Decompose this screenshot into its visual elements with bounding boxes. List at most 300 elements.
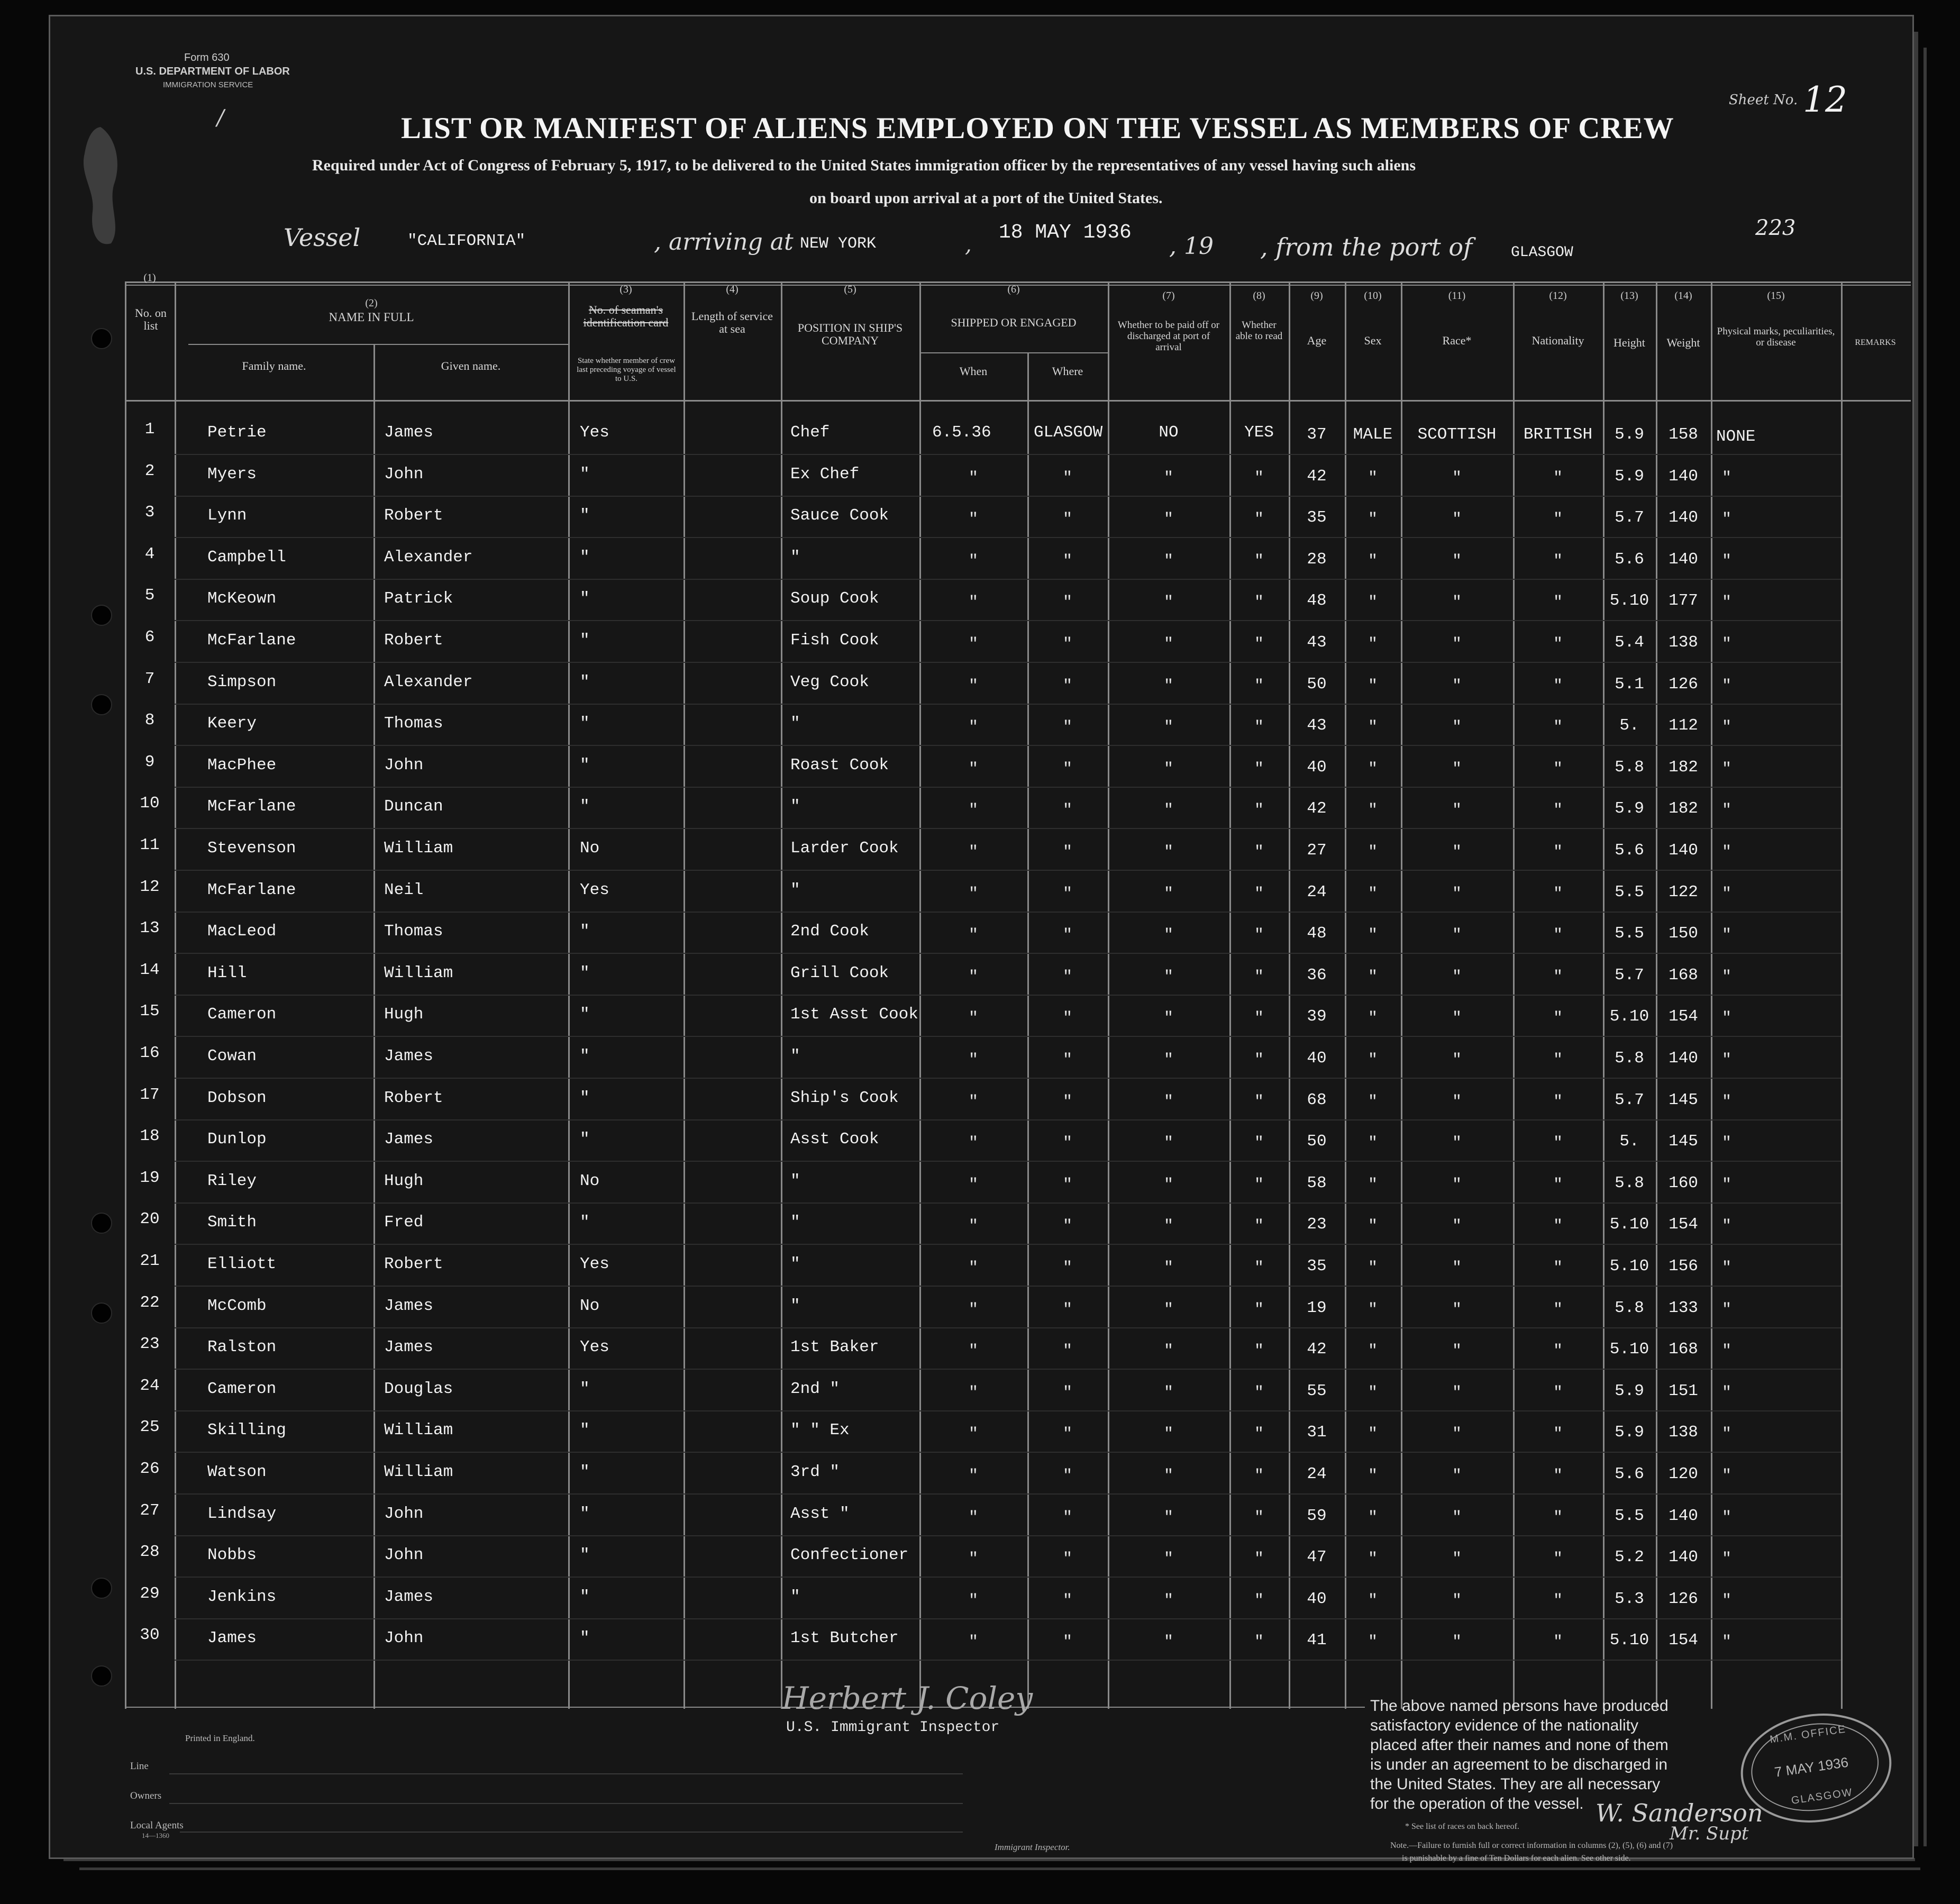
position-cell: Ex Chef (790, 465, 860, 484)
paid-off-ditto: " (1163, 552, 1173, 570)
header-when: When (959, 365, 988, 378)
row-rule (175, 745, 1841, 746)
footer-note-1: Note.—Failure to furnish full or correct information in columns (2), (5), (6) and (7) (1390, 1841, 1673, 1850)
age-cell: 42 (1307, 799, 1327, 818)
physical-marks-ditto: " (1721, 635, 1731, 653)
shipped-where-ditto: " (1062, 1259, 1072, 1277)
sex-ditto: " (1368, 1592, 1378, 1610)
service-label: IMMIGRATION SERVICE (163, 80, 253, 89)
shipped-when-ditto: " (968, 594, 978, 612)
row-number: 27 (140, 1501, 160, 1520)
weight-cell: 140 (1669, 550, 1698, 569)
weight-cell: 158 (1669, 425, 1698, 444)
physical-marks-ditto: " (1721, 1509, 1731, 1527)
paid-off-ditto: " (1163, 511, 1173, 529)
able-to-read-ditto: " (1254, 1384, 1264, 1402)
sex-ditto: " (1368, 1384, 1378, 1402)
nationality-ditto: " (1553, 1009, 1563, 1027)
position-cell: Chef (790, 423, 830, 442)
footer-note-2: is punishable by a fine of Ten Dollars for each alien. See other side. (1402, 1854, 1631, 1863)
physical-marks-ditto: " (1721, 1384, 1731, 1402)
paid-off-ditto: " (1163, 1093, 1173, 1111)
age-cell: 37 (1307, 425, 1327, 444)
paid-off-ditto: " (1163, 718, 1173, 736)
given-name-cell: James (384, 423, 434, 442)
position-cell: 1st Baker (790, 1338, 879, 1356)
shipped-when-ditto: " (968, 760, 978, 778)
row-number: 29 (140, 1584, 160, 1603)
age-cell: 27 (1307, 841, 1327, 860)
physical-marks-cell: NONE (1716, 427, 1756, 446)
shipped-where-ditto: " (1062, 1633, 1072, 1651)
given-name-cell: John (384, 1546, 424, 1564)
age-cell: 35 (1307, 1257, 1327, 1276)
age-cell: 48 (1307, 924, 1327, 943)
given-name-cell: James (384, 1338, 434, 1356)
row-rule (175, 912, 1841, 913)
position-cell: " (790, 797, 800, 816)
physical-marks-ditto: " (1721, 552, 1731, 570)
able-to-read-ditto: " (1254, 1301, 1264, 1319)
height-cell: 5.3 (1615, 1590, 1644, 1608)
shipped-when-ditto: " (968, 885, 978, 903)
able-to-read-ditto: " (1254, 1217, 1264, 1235)
punch-hole (91, 1578, 112, 1599)
weight-cell: 140 (1669, 508, 1698, 527)
row-rule (175, 1327, 1841, 1328)
race-ditto: " (1452, 1384, 1462, 1402)
position-cell: Confectioner (790, 1546, 909, 1564)
weight-cell: 154 (1669, 1631, 1698, 1650)
nationality-ditto: " (1553, 1093, 1563, 1111)
row-rule (175, 995, 1841, 996)
physical-marks-ditto: " (1721, 968, 1731, 986)
race-ditto: " (1452, 1301, 1462, 1319)
col-num: (2) (365, 297, 378, 309)
row-number: 6 (144, 628, 155, 646)
race-ditto: " (1452, 885, 1462, 903)
able-to-read-ditto: " (1254, 469, 1264, 487)
previous-voyage-cell: " (580, 1546, 590, 1564)
given-name-cell: William (384, 1463, 453, 1481)
previous-voyage-cell: " (580, 1005, 590, 1024)
paid-off-ditto: " (1163, 760, 1173, 778)
nationality-ditto: " (1553, 885, 1563, 903)
family-name-cell: McComb (207, 1297, 267, 1315)
paid-off-cell: NO (1159, 423, 1179, 442)
header-where: Where (1052, 365, 1083, 378)
family-name-cell: Simpson (207, 673, 277, 691)
shipped-when-ditto: " (968, 1093, 978, 1111)
header-race: Race* (1442, 334, 1472, 347)
nationality-ditto: " (1553, 1467, 1563, 1485)
certification-line: is under an agreement to be discharged in (1370, 1756, 1668, 1773)
height-cell: 5.5 (1615, 883, 1644, 901)
family-name-cell: Ralston (207, 1338, 277, 1356)
row-number: 4 (144, 545, 155, 563)
previous-voyage-cell: Yes (580, 423, 609, 442)
shipped-when-ditto: " (968, 469, 978, 487)
row-number: 2 (144, 462, 155, 480)
shipped-where-ditto: " (1062, 1592, 1072, 1610)
arrival-port: NEW YORK (800, 235, 877, 253)
sex-ditto: " (1368, 594, 1378, 612)
header-no-on-list: No. on list (135, 306, 167, 332)
certification-line: satisfactory evidence of the nationality (1370, 1717, 1638, 1734)
height-cell: 5.7 (1615, 1091, 1644, 1109)
height-cell: 5.7 (1615, 508, 1644, 527)
physical-marks-ditto: " (1721, 1342, 1731, 1360)
row-rule (175, 1618, 1841, 1619)
shipped-where-ditto: " (1062, 760, 1072, 778)
footer-rule (180, 1832, 963, 1833)
master-signature: W. Sanderson (1596, 1799, 1763, 1827)
nationality-ditto: " (1553, 1176, 1563, 1194)
shipped-when-ditto: " (968, 635, 978, 653)
previous-voyage-cell: Yes (580, 881, 609, 899)
sex-ditto: " (1368, 926, 1378, 944)
row-rule (175, 1577, 1841, 1578)
race-ditto: " (1452, 635, 1462, 653)
col-line (1841, 281, 1843, 1709)
nationality-ditto: " (1553, 635, 1563, 653)
col-num: (1) (143, 272, 156, 284)
age-cell: 47 (1307, 1548, 1327, 1566)
height-cell: 5.9 (1615, 425, 1644, 444)
family-name-cell: Riley (207, 1172, 257, 1190)
height-cell: 5.1 (1615, 675, 1644, 694)
stamp-date: 7 MAY 1936 (1773, 1754, 1849, 1780)
race-ditto: " (1452, 594, 1462, 612)
race-ditto: " (1452, 801, 1462, 819)
shipped-where-ditto: " (1062, 1342, 1072, 1360)
previous-voyage-cell: No (580, 1172, 600, 1190)
col-num: (12) (1549, 290, 1567, 302)
row-rule (175, 1493, 1841, 1495)
able-to-read-ditto: " (1254, 1342, 1264, 1360)
weight-cell: 160 (1669, 1174, 1698, 1192)
previous-voyage-cell: " (580, 1629, 590, 1647)
physical-marks-ditto: " (1721, 1301, 1731, 1319)
height-cell: 5. (1619, 1132, 1639, 1151)
col-num: (11) (1448, 290, 1466, 302)
row-rule (175, 496, 1841, 497)
certification-line: the United States. They are all necessary (1370, 1775, 1661, 1793)
previous-voyage-cell: " (580, 589, 590, 608)
shipped-where-ditto: " (1062, 926, 1072, 944)
shipped-when-ditto: " (968, 843, 978, 861)
height-cell: 5.8 (1615, 1049, 1644, 1068)
nationality-ditto: " (1553, 843, 1563, 861)
family-name-cell: Cameron (207, 1005, 277, 1024)
shipped-when-ditto: " (968, 718, 978, 736)
row-rule (175, 537, 1841, 538)
nationality-ditto: " (1553, 1134, 1563, 1152)
given-name-cell: William (384, 1421, 453, 1440)
position-cell: " " Ex (790, 1421, 850, 1440)
nationality-ditto: " (1553, 552, 1563, 570)
sex-ditto: " (1368, 1467, 1378, 1485)
physical-marks-ditto: " (1721, 1467, 1731, 1485)
previous-voyage-cell: " (580, 922, 590, 941)
race-note: * See list of races on back hereof. (1405, 1822, 1519, 1831)
family-name-cell: Nobbs (207, 1546, 257, 1564)
paid-off-ditto: " (1163, 1384, 1173, 1402)
height-cell: 5.2 (1615, 1548, 1644, 1566)
row-number: 14 (140, 961, 160, 979)
row-number: 28 (140, 1543, 160, 1561)
nationality-ditto: " (1553, 760, 1563, 778)
comma-mark: , (965, 233, 972, 257)
certification-line: for the operation of the vessel. (1370, 1795, 1584, 1812)
age-cell: 40 (1307, 758, 1327, 777)
sex-ditto: " (1368, 1217, 1378, 1235)
able-to-read-ditto: " (1254, 1051, 1264, 1069)
inspector-signature: Herbert J. Coley (782, 1680, 1033, 1716)
nationality-ditto: " (1553, 1384, 1563, 1402)
position-cell: Soup Cook (790, 589, 879, 608)
able-to-read-ditto: " (1254, 594, 1264, 612)
height-cell: 5.8 (1615, 1174, 1644, 1192)
age-cell: 40 (1307, 1049, 1327, 1068)
height-cell: 5.10 (1609, 1257, 1649, 1276)
race-ditto: " (1452, 1093, 1462, 1111)
nationality-ditto: " (1553, 511, 1563, 529)
shipped-where-ditto: " (1062, 1009, 1072, 1027)
row-number: 13 (140, 919, 160, 937)
family-name-cell: Lindsay (207, 1505, 277, 1523)
family-name-cell: Cameron (207, 1380, 277, 1398)
previous-voyage-cell: " (580, 1130, 590, 1149)
sex-ditto: " (1368, 843, 1378, 861)
header-given-name: Given name. (441, 359, 501, 372)
sex-ditto: " (1368, 968, 1378, 986)
position-cell: " (790, 1047, 800, 1065)
col-num: (8) (1253, 290, 1265, 302)
previous-voyage-cell: " (580, 964, 590, 982)
family-name-cell: Lynn (207, 506, 247, 525)
age-cell: 41 (1307, 1631, 1327, 1650)
previous-voyage-cell: " (580, 631, 590, 650)
position-cell: 1st Butcher (790, 1629, 899, 1647)
shipped-when-ditto: " (968, 1342, 978, 1360)
row-number: 11 (140, 836, 160, 854)
weight-cell: 168 (1669, 966, 1698, 985)
row-number: 16 (140, 1044, 160, 1062)
height-cell: 5.9 (1615, 467, 1644, 486)
previous-voyage-cell: " (580, 756, 590, 775)
able-to-read-ditto: " (1254, 552, 1264, 570)
paid-off-ditto: " (1163, 968, 1173, 986)
row-rule (175, 787, 1841, 788)
row-rule (175, 704, 1841, 705)
family-name-cell: Petrie (207, 423, 267, 442)
physical-marks-ditto: " (1721, 1592, 1731, 1610)
race-ditto: " (1452, 1633, 1462, 1651)
given-name-cell: Robert (384, 506, 443, 525)
shipped-when-ditto: " (968, 1217, 978, 1235)
nationality-ditto: " (1553, 1051, 1563, 1069)
race-ditto: " (1452, 1509, 1462, 1527)
line-label: Line (130, 1761, 149, 1772)
shipped-where-ditto: " (1062, 1051, 1072, 1069)
able-to-read-ditto: " (1254, 885, 1264, 903)
able-to-read-ditto: " (1254, 801, 1264, 819)
age-cell: 48 (1307, 591, 1327, 610)
race-ditto: " (1452, 1425, 1462, 1443)
sheet-edge (79, 1867, 1920, 1870)
height-cell: 5.6 (1615, 550, 1644, 569)
row-number: 10 (140, 794, 160, 813)
able-to-read-ditto: " (1254, 1633, 1264, 1651)
height-cell: 5.6 (1615, 841, 1644, 860)
position-cell: " (790, 548, 800, 567)
sex-ditto: " (1368, 635, 1378, 653)
previous-voyage-cell: " (580, 714, 590, 733)
age-cell: 42 (1307, 467, 1327, 486)
col-line (125, 281, 126, 1709)
punch-hole (91, 605, 112, 626)
header-able-to-read: Whether able to read (1235, 320, 1283, 342)
physical-marks-ditto: " (1721, 885, 1731, 903)
row-number: 8 (144, 711, 155, 730)
given-name-cell: James (384, 1130, 434, 1149)
able-to-read-ditto: " (1254, 1550, 1264, 1568)
race-ditto: " (1452, 1134, 1462, 1152)
age-cell: 39 (1307, 1007, 1327, 1026)
height-cell: 5.6 (1615, 1465, 1644, 1483)
vessel-label: Vessel (284, 223, 361, 252)
race-ditto: " (1452, 1051, 1462, 1069)
sex-ditto: " (1368, 885, 1378, 903)
shipped-where-ditto: " (1062, 1509, 1072, 1527)
family-name-cell: Smith (207, 1213, 257, 1232)
row-number: 7 (144, 670, 155, 688)
weight-cell: 182 (1669, 758, 1698, 777)
row-number: 19 (140, 1169, 160, 1187)
age-cell: 55 (1307, 1382, 1327, 1400)
shipped-when-ditto: " (968, 801, 978, 819)
sex-ditto: " (1368, 1009, 1378, 1027)
height-cell: 5.7 (1615, 966, 1644, 985)
family-name-cell: Dunlop (207, 1130, 267, 1149)
height-cell: 5.10 (1609, 591, 1649, 610)
row-number: 26 (140, 1460, 160, 1478)
row-number: 22 (140, 1293, 160, 1312)
sex-ditto: " (1368, 1633, 1378, 1651)
certification-line: placed after their names and none of them (1370, 1736, 1669, 1754)
row-number: 23 (140, 1335, 160, 1353)
position-cell: Fish Cook (790, 631, 879, 650)
shipped-where-ditto: " (1062, 469, 1072, 487)
arriving-label: , arriving at (654, 229, 794, 256)
row-rule (175, 1078, 1841, 1079)
paid-off-ditto: " (1163, 1633, 1173, 1651)
weight-cell: 168 (1669, 1340, 1698, 1359)
header-remarks: REMARKS (1855, 338, 1896, 347)
shipped-when-ditto: " (968, 1009, 978, 1027)
col-num: (6) (1007, 284, 1020, 295)
nationality-ditto: " (1553, 1259, 1563, 1277)
header-weight: Weight (1666, 336, 1700, 349)
sex-cell: MALE (1353, 425, 1393, 444)
weight-cell: 122 (1669, 883, 1698, 901)
weight-cell: 150 (1669, 924, 1698, 943)
physical-marks-ditto: " (1721, 469, 1731, 487)
family-name-cell: Jenkins (207, 1588, 277, 1606)
able-to-read-ditto: " (1254, 718, 1264, 736)
position-cell: Sauce Cook (790, 506, 889, 525)
race-ditto: " (1452, 552, 1462, 570)
age-cell: 43 (1307, 716, 1327, 735)
given-name-cell: James (384, 1297, 434, 1315)
row-number: 21 (140, 1252, 160, 1270)
physical-marks-ditto: " (1721, 843, 1731, 861)
given-name-cell: John (384, 756, 424, 775)
previous-voyage-cell: Yes (580, 1255, 609, 1273)
given-name-cell: Hugh (384, 1005, 424, 1024)
sex-ditto: " (1368, 1093, 1378, 1111)
list-number: 223 (1755, 216, 1796, 240)
weight-cell: 138 (1669, 633, 1698, 652)
shipped-when-ditto: " (968, 1592, 978, 1610)
able-to-read-ditto: " (1254, 1467, 1264, 1485)
header-seamans-card: No. of seaman's identification card (583, 303, 669, 329)
race-ditto: " (1452, 968, 1462, 986)
height-cell: 5.9 (1615, 1382, 1644, 1400)
weight-cell: 126 (1669, 1590, 1698, 1608)
col-num: (13) (1620, 290, 1638, 302)
race-ditto: " (1452, 1550, 1462, 1568)
master-title: Mr. Supt (1670, 1823, 1749, 1844)
header-height: Height (1613, 336, 1645, 349)
subtitle-line-1: Required under Act of Congress of February 5, 1917, to be delivered to the United States immigration officer by the representatives of any vessel having such aliens (312, 157, 1416, 174)
paid-off-ditto: " (1163, 1550, 1173, 1568)
physical-marks-ditto: " (1721, 1093, 1731, 1111)
given-name-cell: Robert (384, 1089, 443, 1107)
punch-hole (91, 1213, 112, 1234)
previous-voyage-cell: " (580, 1047, 590, 1065)
race-ditto: " (1452, 511, 1462, 529)
header-physical-marks: Physical marks, peculiarities, or disease (1717, 326, 1835, 348)
page-title: LIST OR MANIFEST OF ALIENS EMPLOYED ON THE VESSEL AS MEMBERS OF CREW (401, 112, 1674, 145)
weight-cell: 112 (1669, 716, 1698, 735)
shipped-where-ditto: " (1062, 1467, 1072, 1485)
col-num: (7) (1162, 290, 1175, 302)
able-to-read-ditto: " (1254, 635, 1264, 653)
height-cell: 5.8 (1615, 758, 1644, 777)
table-top-rule (125, 281, 1911, 283)
shipped-when-ditto: " (968, 1134, 978, 1152)
nationality-ditto: " (1553, 968, 1563, 986)
shipped-where-ditto: " (1062, 968, 1072, 986)
physical-marks-ditto: " (1721, 1134, 1731, 1152)
previous-voyage-cell: " (580, 1089, 590, 1107)
previous-voyage-cell: No (580, 839, 600, 858)
col-num: (14) (1674, 290, 1692, 302)
physical-marks-ditto: " (1721, 1259, 1731, 1277)
row-rule (175, 579, 1841, 580)
race-ditto: " (1452, 469, 1462, 487)
paid-off-ditto: " (1163, 1009, 1173, 1027)
previous-voyage-cell: " (580, 506, 590, 525)
age-cell: 19 (1307, 1299, 1327, 1317)
shipped-subheader-rule (919, 352, 1108, 353)
row-rule (175, 953, 1841, 954)
position-cell: 3rd " (790, 1463, 840, 1481)
weight-cell: 177 (1669, 591, 1698, 610)
row-rule (175, 1286, 1841, 1287)
